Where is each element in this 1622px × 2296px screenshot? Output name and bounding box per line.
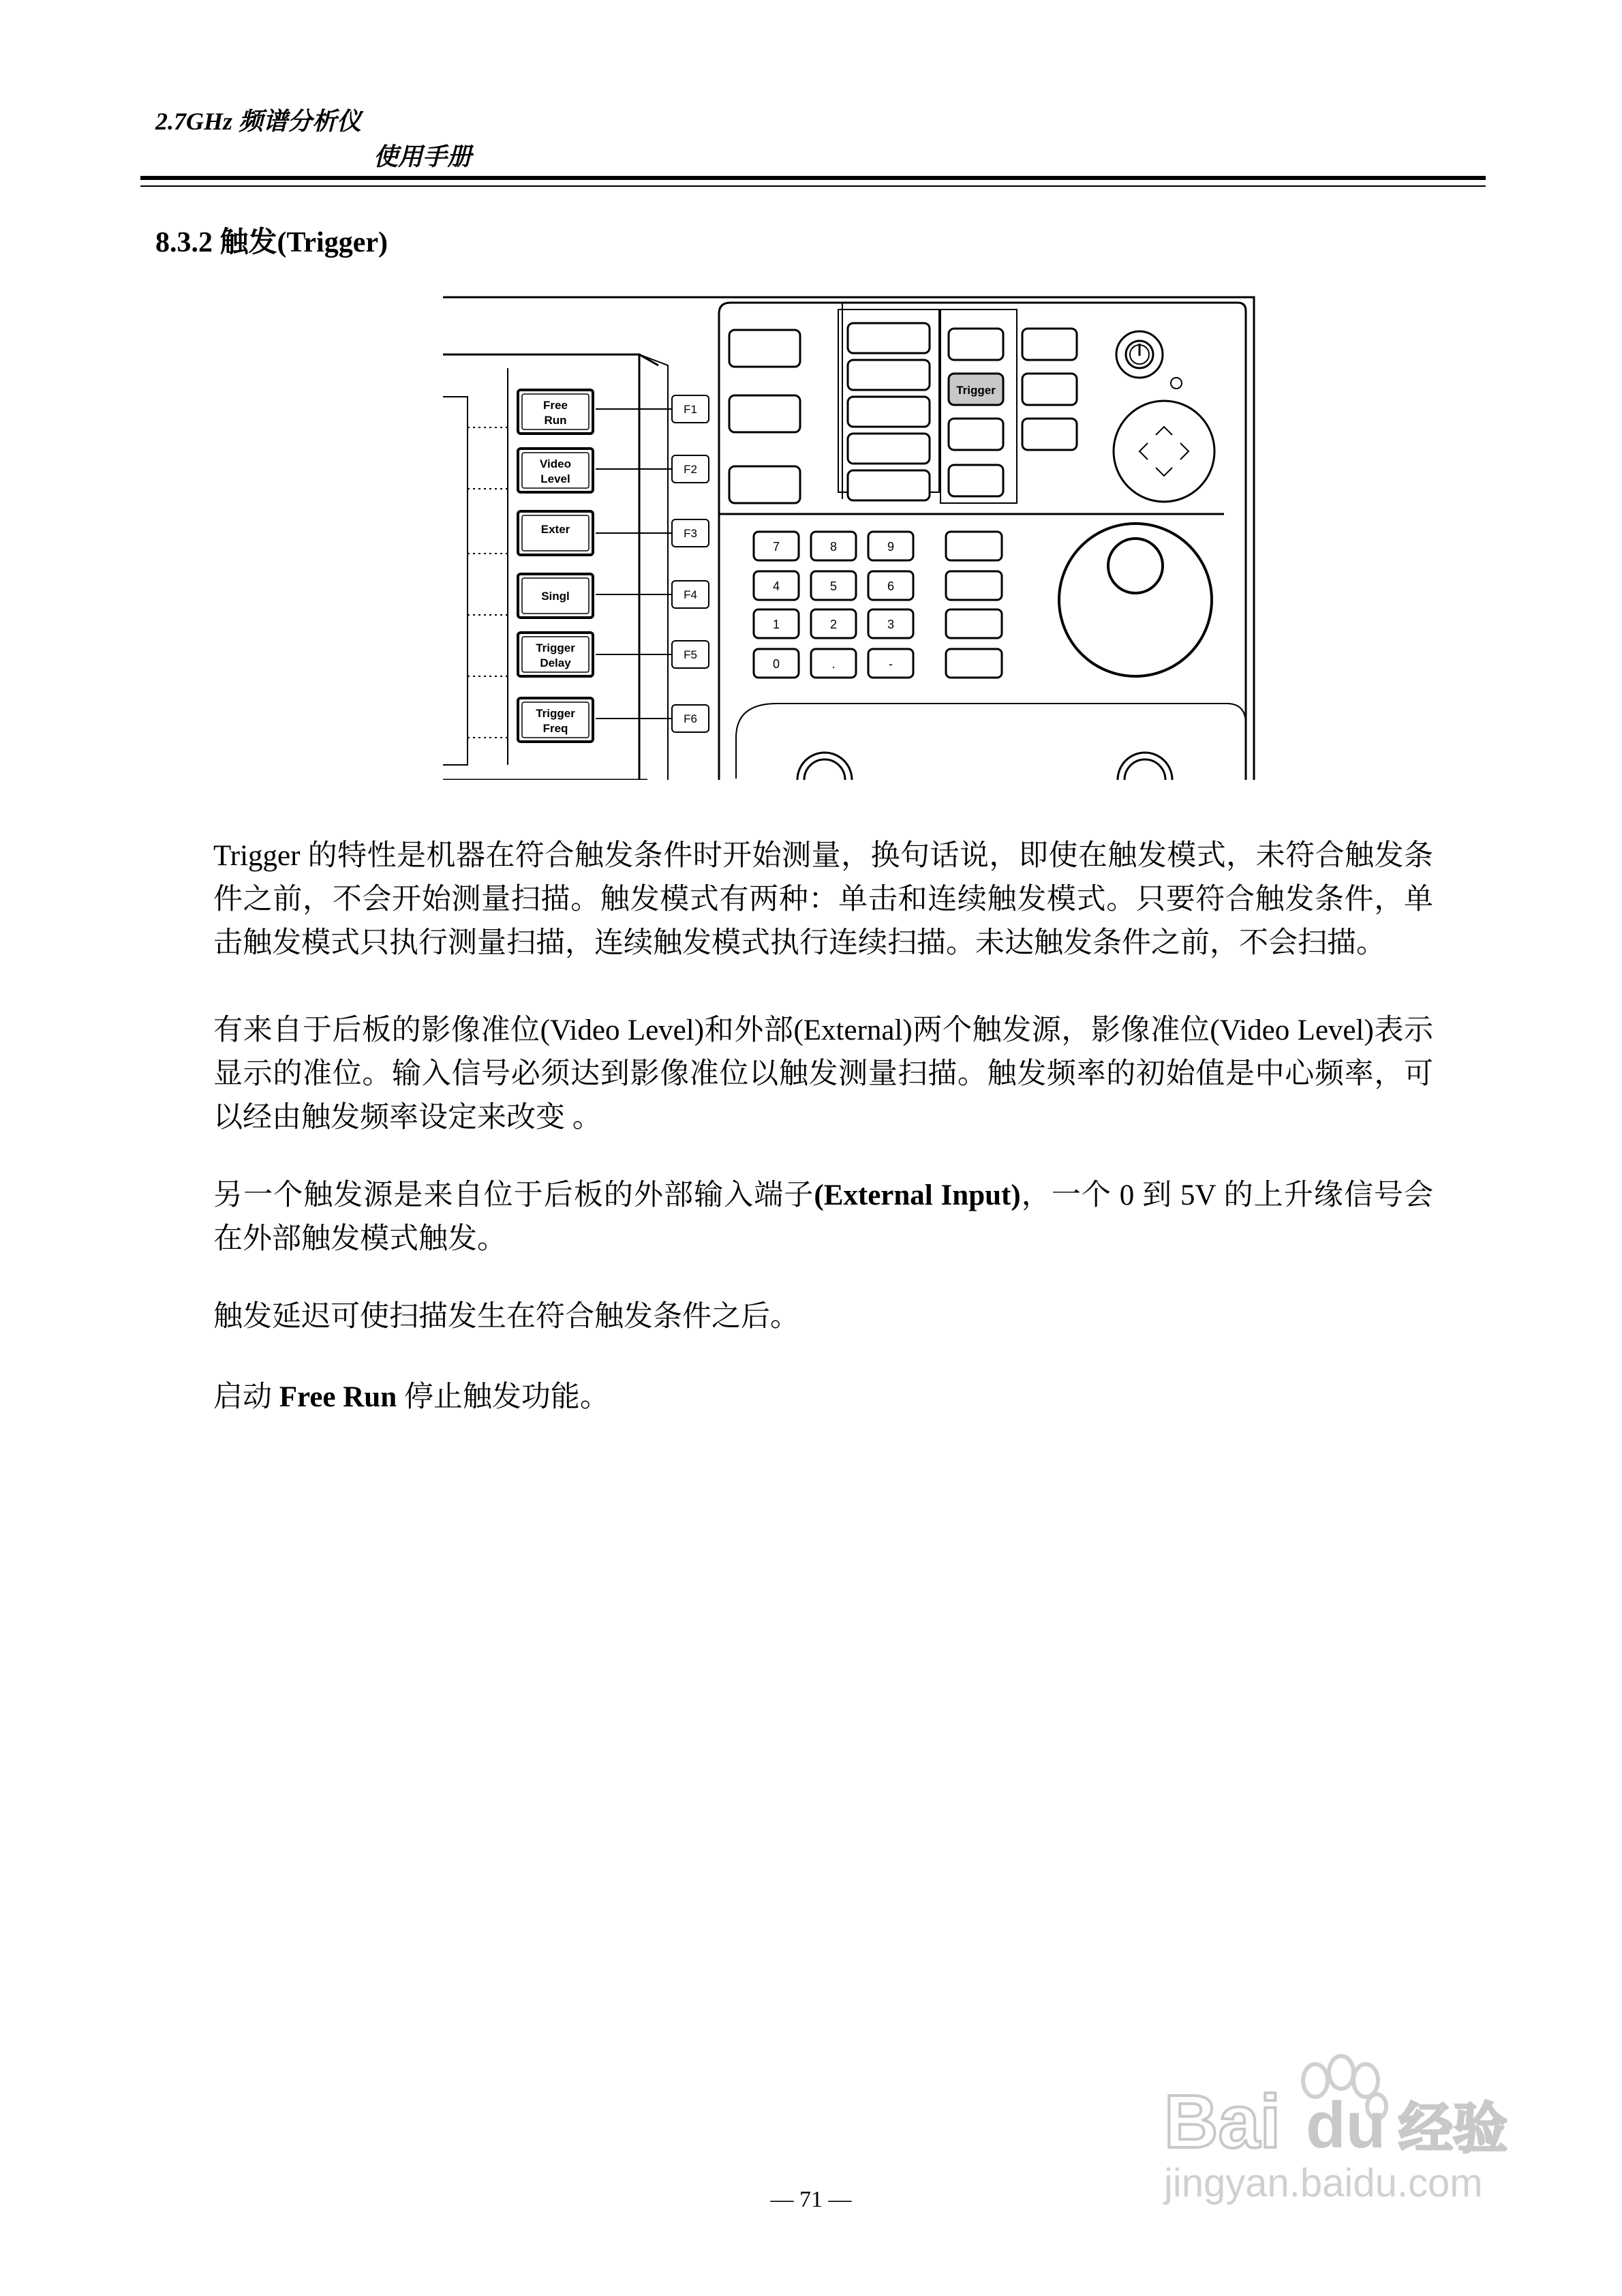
soft-key-exter[interactable] xyxy=(518,511,593,555)
soft-key-free-run-line1: Free xyxy=(543,399,568,412)
f-key-2[interactable] xyxy=(672,455,709,483)
keypad-key-7-label: 7 xyxy=(772,540,780,554)
keypad-key-dot-label: . xyxy=(831,657,836,671)
front-panel-svg xyxy=(443,294,1261,780)
keypad-key-0-label: 0 xyxy=(772,657,780,671)
keypad-key-2-label: 2 xyxy=(829,618,838,631)
unit-key[interactable] xyxy=(946,532,1002,560)
section-title: 8.3.2 触发(Trigger) xyxy=(155,227,388,258)
keypad-key-3[interactable] xyxy=(868,609,913,638)
rotary-knob-icon[interactable] xyxy=(1059,524,1212,676)
watermark-url: jingyan.baidu.com xyxy=(1164,2161,1483,2205)
paragraph-external-input xyxy=(213,1174,1433,1261)
soft-key-trigger-freq-line1: Trigger xyxy=(536,707,575,720)
keypad-key-7[interactable] xyxy=(754,532,799,560)
front-panel-figure xyxy=(443,294,1261,780)
function-key[interactable] xyxy=(848,360,930,390)
keypad-key-6[interactable] xyxy=(868,571,913,600)
soft-key-trigger-delay-line1: Trigger xyxy=(536,641,575,654)
soft-key-video-level[interactable] xyxy=(518,449,593,492)
function-key[interactable] xyxy=(848,470,930,500)
power-icon[interactable] xyxy=(1116,331,1182,389)
header-title: 2.7GHz 频谱分析仪 xyxy=(155,108,362,135)
paragraph-trigger-sources: 有来自于后板的影像准位(Video Level)和外部(External)两个触发源，影像准位(Video Level)表示显示的准位。输入信号必须达到影像准位以触发测量扫描。触发频率的初始值是中心频率，可以经由触发频率设定来改变 。 xyxy=(213,1014,1433,1134)
keypad-key-8-label: 8 xyxy=(829,540,838,554)
function-key[interactable] xyxy=(729,395,800,432)
function-key[interactable] xyxy=(848,434,930,464)
unit-key[interactable] xyxy=(946,649,1002,678)
paragraph-free-run xyxy=(213,1376,1433,1419)
keypad-key-8[interactable] xyxy=(811,532,856,560)
soft-key-trigger-freq[interactable] xyxy=(518,698,593,742)
keypad-key-0[interactable] xyxy=(754,649,799,678)
watermark-brand-b: du xyxy=(1306,2089,1386,2162)
function-key[interactable] xyxy=(949,465,1003,496)
soft-key-group xyxy=(518,390,593,742)
f-key-5-label: F5 xyxy=(684,648,697,661)
watermark-svg xyxy=(1137,2045,1546,2209)
external-input-term: (External Input) xyxy=(814,1179,1021,1211)
paragraph-free-run-a: 启动 xyxy=(213,1381,279,1413)
soft-key-singl[interactable] xyxy=(518,574,593,618)
baidu-jingyan-watermark xyxy=(1137,2045,1546,2209)
keypad-key-4[interactable] xyxy=(754,571,799,600)
keypad-key-minus-label: - xyxy=(889,657,893,671)
function-key[interactable] xyxy=(848,397,930,427)
keypad-key-2[interactable] xyxy=(811,609,856,638)
f-key-3[interactable] xyxy=(672,519,709,547)
function-key[interactable] xyxy=(949,419,1003,450)
soft-key-trigger-freq-line2: Freq xyxy=(542,722,568,735)
function-key[interactable] xyxy=(1022,329,1077,360)
function-key[interactable] xyxy=(1022,374,1077,405)
trigger-key[interactable] xyxy=(949,374,1003,405)
function-key[interactable] xyxy=(949,329,1003,360)
soft-key-trigger-delay[interactable] xyxy=(518,633,593,676)
keypad-key-5-label: 5 xyxy=(829,579,838,593)
watermark-brand-a: Bai xyxy=(1164,2080,1281,2164)
paragraph-trigger-delay: 触发延迟可使扫描发生在符合触发条件之后。 xyxy=(213,1301,799,1333)
soft-key-trigger-delay-line2: Delay xyxy=(540,656,571,669)
keypad-key-5[interactable] xyxy=(811,571,856,600)
f-key-2-label: F2 xyxy=(684,463,697,476)
header-rule-thick xyxy=(140,176,1486,180)
header-subtitle: 使用手册 xyxy=(373,143,472,170)
f-key-5[interactable] xyxy=(672,641,709,668)
unit-key[interactable] xyxy=(946,609,1002,638)
numeric-keypad xyxy=(754,532,1002,678)
keypad-key-1[interactable] xyxy=(754,609,799,638)
function-key[interactable] xyxy=(729,330,800,367)
soft-key-video-level-line2: Level xyxy=(540,472,570,485)
page-number: — 71 — xyxy=(770,2187,852,2212)
f-key-3-label: F3 xyxy=(684,527,697,540)
paragraph-external-input-a: 另一个触发源是来自位于后板的外部输入端子 xyxy=(213,1179,814,1211)
keypad-key-1-label: 1 xyxy=(772,618,780,631)
f-key-6-label: F6 xyxy=(684,712,697,725)
unit-key[interactable] xyxy=(946,571,1002,600)
f-key-6[interactable] xyxy=(672,705,709,732)
keypad-key-9-label: 9 xyxy=(887,540,895,554)
soft-key-free-run-line2: Run xyxy=(544,414,567,427)
f-key-group xyxy=(672,395,709,732)
header-rule-thin xyxy=(140,185,1486,187)
keypad-key-3-label: 3 xyxy=(887,618,895,631)
function-key[interactable] xyxy=(848,323,930,353)
function-key[interactable] xyxy=(729,466,800,503)
soft-key-video-level-line1: Video xyxy=(540,457,571,470)
arrow-pad[interactable] xyxy=(1114,401,1214,502)
function-key[interactable] xyxy=(1022,419,1077,450)
f-key-1[interactable] xyxy=(672,395,709,423)
paragraph-trigger-overview: Trigger 的特性是机器在符合触发条件时开始测量，换句话说，即使在触发模式，未符合触发条件之前，不会开始测量扫描。触发模式有两种：单击和连续触发模式。只要符合触发条件，单击触发模式只执行测量扫描，连续触发模式执行连续扫描。未达触发条件之前，不会扫描。 xyxy=(213,840,1433,959)
soft-key-free-run[interactable] xyxy=(518,390,593,434)
watermark-brand-cn: 经验 xyxy=(1398,2098,1508,2159)
f-key-4-label: F4 xyxy=(684,588,697,601)
keypad-key-6-label: 6 xyxy=(887,579,895,593)
paragraph-external-input-c: ，一个 0 到 5V 的上升缘信号会在外部触发模式触发。 xyxy=(213,1179,1434,1255)
free-run-term: Free Run xyxy=(279,1381,397,1413)
paragraph-free-run-c: 停止触发功能。 xyxy=(397,1381,609,1413)
trigger-key-label: Trigger xyxy=(956,384,996,397)
soft-key-singl-label: Singl xyxy=(541,590,570,603)
keypad-key-minus[interactable] xyxy=(868,649,913,678)
keypad-key-4-label: 4 xyxy=(772,579,780,593)
soft-key-exter-label: Exter xyxy=(540,523,570,536)
f-key-1-label: F1 xyxy=(684,403,697,416)
keypad-key-9[interactable] xyxy=(868,532,913,560)
keypad-key-dot[interactable] xyxy=(811,649,856,678)
f-key-4[interactable] xyxy=(672,581,709,608)
